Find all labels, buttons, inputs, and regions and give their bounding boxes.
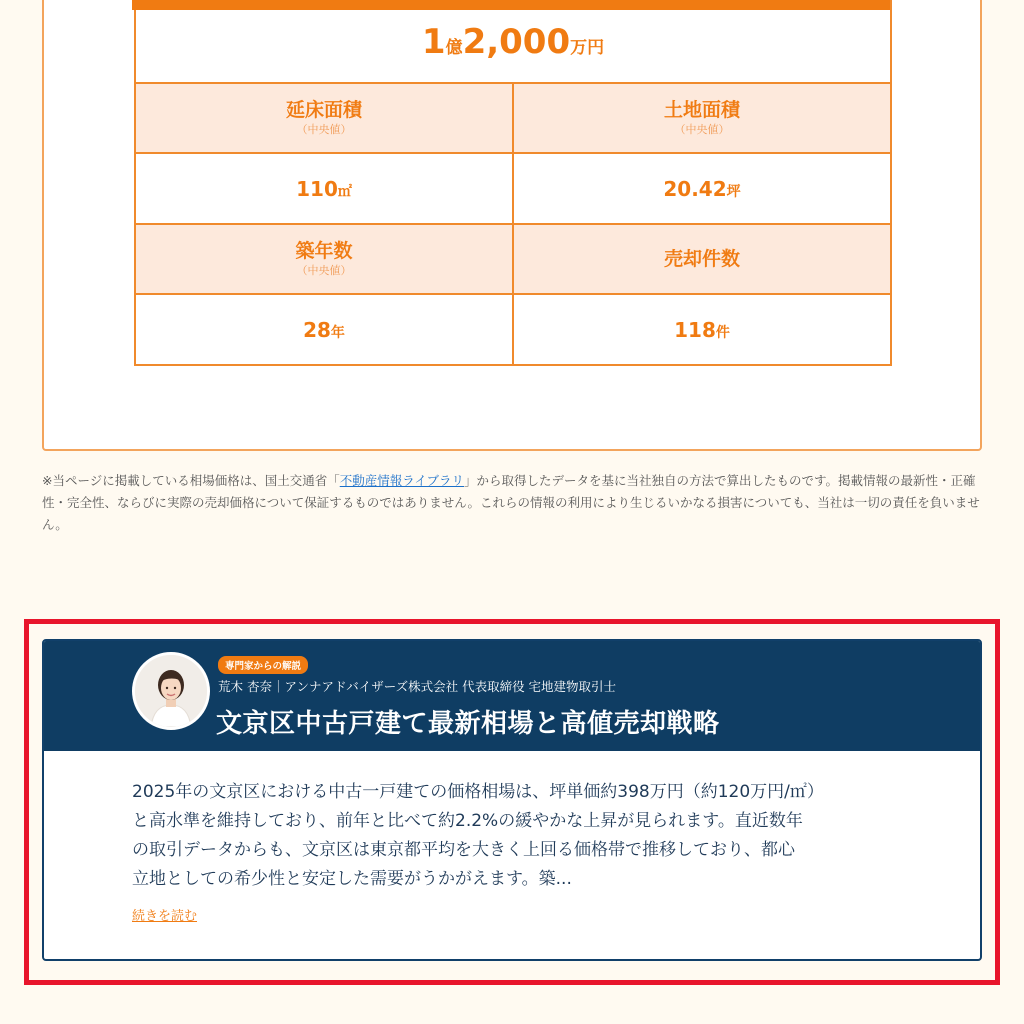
total-price-man: 2,000: [462, 22, 571, 62]
real-estate-library-link[interactable]: 不動産情報ライブラリ: [339, 473, 464, 488]
expert-body-line: 立地としての希少性と安定した需要がうかがえます。築...: [132, 869, 572, 889]
price-table-top-bar: [132, 0, 890, 10]
building-age-header: [135, 224, 513, 294]
land-area-value: 20.42: [663, 176, 727, 201]
sales-count-unit: 件: [715, 324, 730, 341]
expert-body-line: 2025年の文京区における中古一戸建ての価格相場は、坪単価約398万円（約120万円/㎡）: [132, 782, 824, 802]
read-more-link[interactable]: 続きを読む: [132, 909, 198, 924]
floor-area-label: 延床面積: [285, 99, 362, 121]
avatar: [132, 652, 210, 730]
floor-area-value-cell: [135, 153, 513, 224]
disclaimer-after-link: 」から取得したデータを基に当社独自の方法で算出したものです。掲載情報の最新性・正確性・完全性、ならびに実際の売却価格について保証するものではありません。これらの情報の利用により生じるいかなる損害についても、当社は一切の責任を負いません。: [42, 473, 980, 532]
sales-count-value-cell: [513, 294, 891, 365]
floor-area-sub: （中央値）: [296, 123, 352, 136]
disclaimer-before-link: ※当ページに掲載している相場価格は、国土交通省「: [42, 473, 340, 488]
total-price-oku: 1: [421, 22, 446, 62]
expert-title[interactable]: 文京区中古戸建て最新相場と高値売却戦略: [216, 709, 720, 739]
land-area-header: [513, 83, 891, 153]
sales-count-label: 売却件数: [663, 248, 740, 270]
expert-badge: 専門家からの解説: [218, 656, 308, 674]
floor-area-unit: ㎡: [337, 183, 352, 200]
total-price-man-unit: 万円: [570, 38, 605, 58]
sales-count-value: 118: [674, 317, 716, 342]
total-price-oku-unit: 億: [445, 38, 463, 58]
building-age-unit: 年: [330, 324, 345, 341]
floor-area-value: 110: [296, 176, 338, 201]
land-area-sub: （中央値）: [674, 123, 730, 136]
sales-count-header: [513, 224, 891, 294]
expert-commentary-card: [42, 639, 982, 961]
price-summary-card: [42, 0, 982, 451]
building-age-sub: （中央値）: [296, 264, 352, 277]
price-table: [134, 0, 892, 366]
expert-portrait-icon: [135, 655, 207, 727]
floor-area-header: [135, 83, 513, 153]
expert-header: [44, 641, 980, 751]
land-area-unit: 坪: [726, 183, 741, 200]
expert-body-line: と高水準を維持しており、前年と比べて約2.2%の緩やかな上昇が見られます。直近数年: [132, 811, 803, 831]
expert-body: [132, 778, 892, 894]
expert-author: 荒木 杏奈｜アンナアドバイザーズ株式会社 代表取締役 宅地建物取引士: [218, 679, 617, 694]
expert-body-line: の取引データからも、文京区は東京都平均を大きく上回る価格帯で推移しており、都心: [132, 840, 795, 860]
total-price-cell: [135, 1, 891, 83]
land-area-label: 土地面積: [663, 99, 740, 121]
land-area-value-cell: [513, 153, 891, 224]
building-age-value: 28: [303, 317, 331, 342]
building-age-value-cell: [135, 294, 513, 365]
disclaimer-text: [42, 470, 987, 536]
building-age-label: 築年数: [295, 240, 353, 262]
